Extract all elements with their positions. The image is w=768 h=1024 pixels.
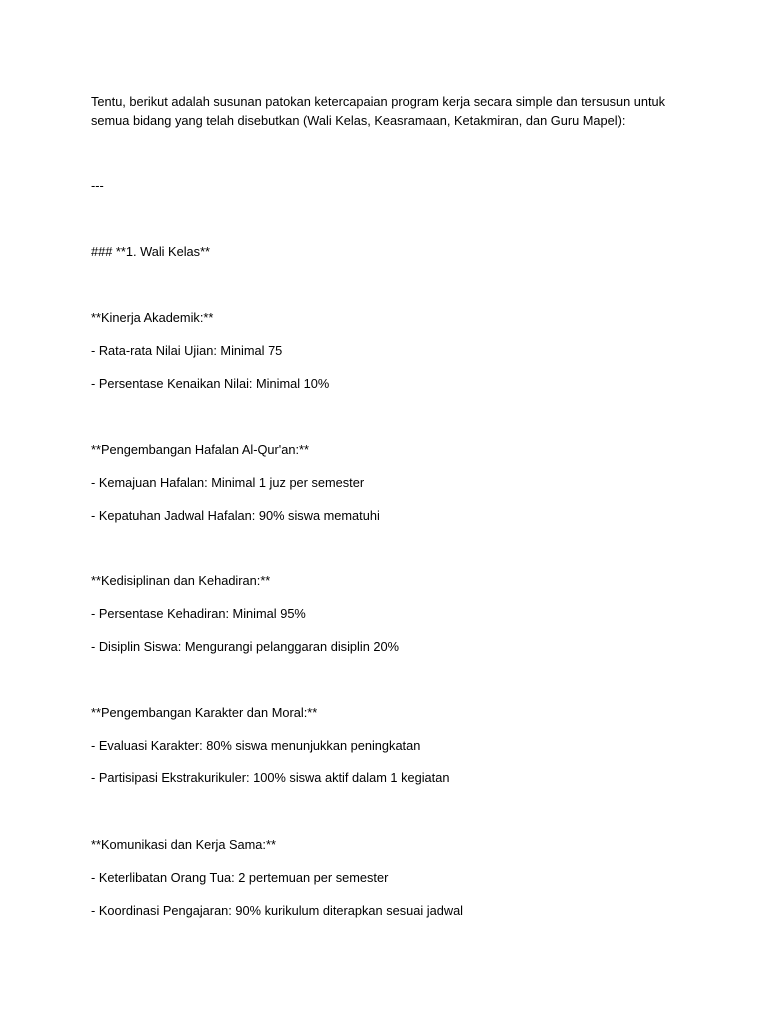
separator-line: --- bbox=[91, 178, 104, 193]
list-item: - Disiplin Siswa: Mengurangi pelanggaran disiplin 20% bbox=[91, 639, 400, 654]
intro-text-line-2: semua bidang yang telah disebutkan (Wali Kelas, Keasramaan, Ketakmiran, dan Guru Mapel): bbox=[91, 113, 626, 128]
list-item: - Kepatuhan Jadwal Hafalan: 90% siswa mematuhi bbox=[91, 508, 380, 523]
intro-text-line-1: Tentu, berikut adalah susunan patokan ketercapaian program kerja secara simple dan tersusun untuk bbox=[91, 94, 666, 109]
list-item: - Persentase Kehadiran: Minimal 95% bbox=[91, 606, 306, 621]
subsection-heading-hafalan: **Pengembangan Hafalan Al-Qur'an:** bbox=[91, 442, 310, 457]
subsection-heading-karakter: **Pengembangan Karakter dan Moral:** bbox=[91, 705, 318, 720]
list-item: - Kemajuan Hafalan: Minimal 1 juz per semester bbox=[91, 475, 365, 490]
list-item: - Persentase Kenaikan Nilai: Minimal 10% bbox=[91, 376, 330, 391]
list-item: - Rata-rata Nilai Ujian: Minimal 75 bbox=[91, 343, 283, 358]
list-item: - Keterlibatan Orang Tua: 2 pertemuan per semester bbox=[91, 870, 389, 885]
list-item: - Partisipasi Ekstrakurikuler: 100% siswa aktif dalam 1 kegiatan bbox=[91, 770, 450, 785]
section-heading: ### **1. Wali Kelas** bbox=[91, 244, 211, 259]
list-item: - Evaluasi Karakter: 80% siswa menunjukkan peningkatan bbox=[91, 738, 421, 753]
subsection-heading-kedisiplinan: **Kedisiplinan dan Kehadiran:** bbox=[91, 573, 271, 588]
list-item: - Koordinasi Pengajaran: 90% kurikulum diterapkan sesuai jadwal bbox=[91, 903, 464, 918]
subsection-heading-kinerja-akademik: **Kinerja Akademik:** bbox=[91, 310, 214, 325]
subsection-heading-komunikasi: **Komunikasi dan Kerja Sama:** bbox=[91, 837, 276, 852]
